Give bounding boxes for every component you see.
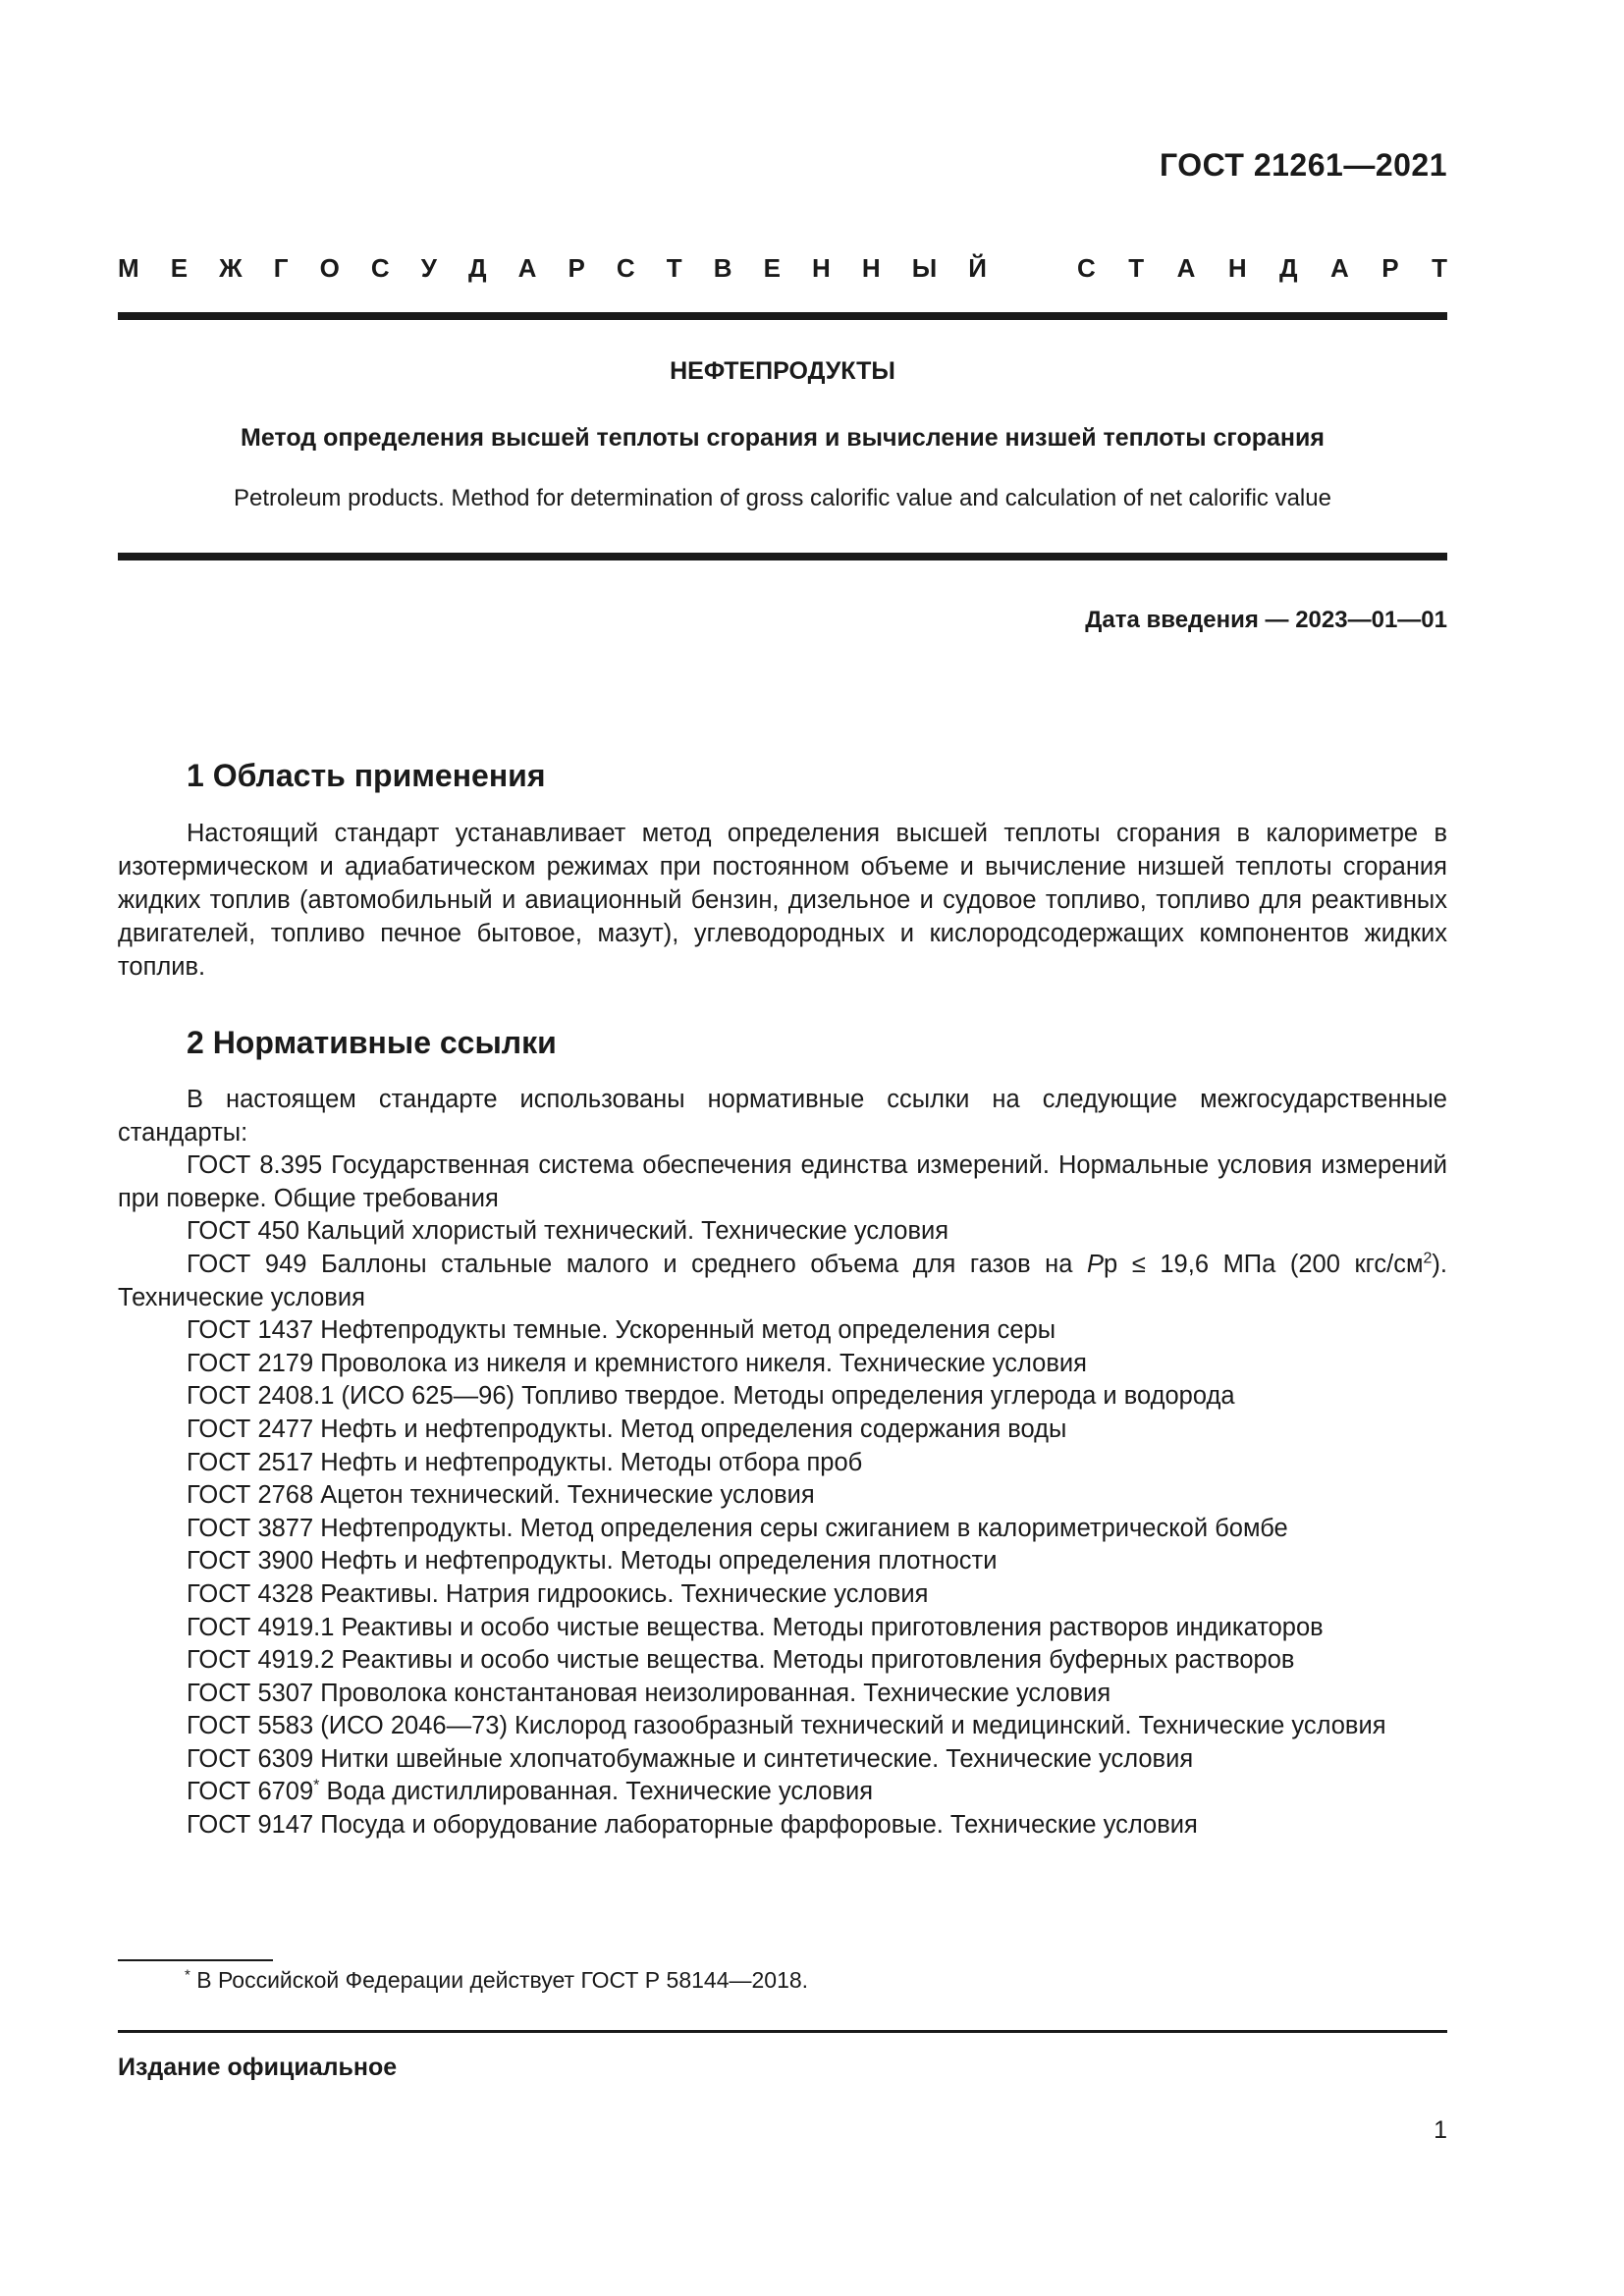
banner-letter: С <box>616 253 635 283</box>
reference-item: ГОСТ 3900 Нефть и нефтепродукты. Методы определения плотности <box>187 1547 998 1575</box>
banner-letter: С <box>370 253 390 283</box>
banner-letter: А <box>1330 253 1349 283</box>
banner-letter: В <box>713 253 732 283</box>
page-number: 1 <box>1434 2116 1447 2144</box>
introduction-date: Дата введения — 2023—01—01 <box>1085 607 1447 633</box>
banner-letter: Ж <box>219 253 243 283</box>
reference-item: ГОСТ 2477 Нефть и нефтепродукты. Метод определения содержания воды <box>187 1415 1067 1443</box>
official-edition-label: Издание официальное <box>118 2054 398 2081</box>
section-1-paragraph: Настоящий стандарт устанавливает метод определения высшей теплоты сгорания в калориметре в изотермическом и адиабатическом режимах при постоянном объеме и вычисление низшей теплоты сгорания жидких топлив (автомобильный и авиационный бензин, дизельное и судовое топливо, топливо для реактивных двигателей, топливо печное бытовое, мазут), углеводородных и кислородсодержащих компонентов жидких топлив. <box>118 820 1447 981</box>
references-intro: В настоящем стандарте использованы нормативные ссылки на следующие межгосударственные стандарты: <box>118 1086 1447 1147</box>
reference-item: ГОСТ 2179 Проволока из никеля и кремнистого никеля. Технические условия <box>187 1349 1087 1377</box>
banner-letter: С <box>1077 253 1096 283</box>
standard-number: ГОСТ 21261—2021 <box>1159 147 1447 183</box>
banner-letter: А <box>517 253 537 283</box>
reference-item: ГОСТ 4919.1 Реактивы и особо чистые вещества. Методы приготовления растворов индикаторов <box>187 1613 1324 1641</box>
banner-word-interstate <box>118 253 987 284</box>
section-1-text <box>118 817 1447 984</box>
reference-item: ГОСТ 2408.1 (ИСО 625—96) Топливо твердое. Методы определения углерода и водорода <box>187 1382 1235 1411</box>
reference-item: ГОСТ 2517 Нефть и нефтепродукты. Методы отбора проб <box>187 1448 863 1476</box>
footnote-separator <box>118 1959 273 1961</box>
banner-letter: Р <box>568 253 585 283</box>
reference-item: ГОСТ 6309 Нитки швейные хлопчатобумажные и синтетические. Технические условия <box>187 1744 1194 1773</box>
banner-letter: Ы <box>911 253 938 283</box>
reference-item: ГОСТ 5583 (ИСО 2046—73) Кислород газообразный технический и медицинский. Технические условия <box>187 1712 1386 1740</box>
banner-letter: О <box>319 253 340 283</box>
header-rule-bottom <box>118 553 1447 561</box>
footer-rule <box>118 2030 1447 2033</box>
banner-letter: Г <box>273 253 289 283</box>
reference-item-gost-949: ГОСТ 949 Баллоны стальные малого и среднего объема для газов на Pp ≤ 19,6 МПа (200 кгс/$см^2$). Технические условия <box>118 1250 1447 1311</box>
banner-letter: Й <box>968 253 987 283</box>
document-subtitle: Метод определения высшей теплоты сгорания и вычисление низшей теплоты сгорания <box>241 424 1325 452</box>
banner-letter: А <box>1176 253 1196 283</box>
section-1-heading: 1 Область применения <box>187 758 546 793</box>
banner-letter: Т <box>1432 253 1447 283</box>
banner-letter: Д <box>468 253 487 283</box>
banner-letter: Т <box>666 253 682 283</box>
reference-item-gost-6709: ГОСТ 6709* Вода дистиллированная. Технические условия <box>187 1777 874 1806</box>
banner-letter: Е <box>170 253 189 283</box>
banner-letter: Н <box>861 253 881 283</box>
header-rule-top <box>118 312 1447 320</box>
reference-item: ГОСТ 1437 Нефтепродукты темные. Ускоренный метод определения серы <box>187 1316 1056 1345</box>
banner-word-standard <box>1077 253 1447 284</box>
reference-item: ГОСТ 4328 Реактивы. Натрия гидроокись. Технические условия <box>187 1579 929 1608</box>
footnote-marker: * <box>313 1777 320 1794</box>
reference-item: ГОСТ 3877 Нефтепродукты. Метод определения серы сжиганием в калориметрической бомбе <box>187 1514 1288 1542</box>
section-2-heading: 2 Нормативные ссылки <box>187 1025 557 1060</box>
footnote: * В Российской Федерации действует ГОСТ Р 58144—2018. <box>185 1966 809 1993</box>
document-title-english: Petroleum products. Method for determination of gross calorific value and calculation of net calorific value <box>234 485 1331 511</box>
interstate-standard-banner <box>118 253 1447 284</box>
banner-letter: Р <box>1381 253 1399 283</box>
banner-letter: Е <box>763 253 781 283</box>
reference-item: ГОСТ 9147 Посуда и оборудование лабораторные фарфоровые. Технические условия <box>187 1811 1198 1840</box>
banner-letter: Т <box>1128 253 1145 283</box>
reference-item: ГОСТ 8.395 Государственная система обеспечения единства измерений. Нормальные условия измерений при поверке. Общие требования <box>118 1151 1447 1212</box>
reference-item: ГОСТ 2768 Ацетон технический. Технические условия <box>187 1481 815 1510</box>
normative-references <box>118 1084 1447 1842</box>
banner-letter: У <box>420 253 437 283</box>
reference-item: ГОСТ 5307 Проволока константановая неизолированная. Технические условия <box>187 1679 1111 1707</box>
banner-letter: Н <box>812 253 831 283</box>
reference-item: ГОСТ 4919.2 Реактивы и особо чистые вещества. Методы приготовления буферных растворов <box>187 1646 1295 1675</box>
reference-item: ГОСТ 450 Кальций хлористый технический. Технические условия <box>187 1217 949 1246</box>
banner-letter: Н <box>1227 253 1247 283</box>
document-title: НЕФТЕПРОДУКТЫ <box>670 357 895 385</box>
banner-letter: М <box>118 253 139 283</box>
banner-letter: Д <box>1279 253 1298 283</box>
